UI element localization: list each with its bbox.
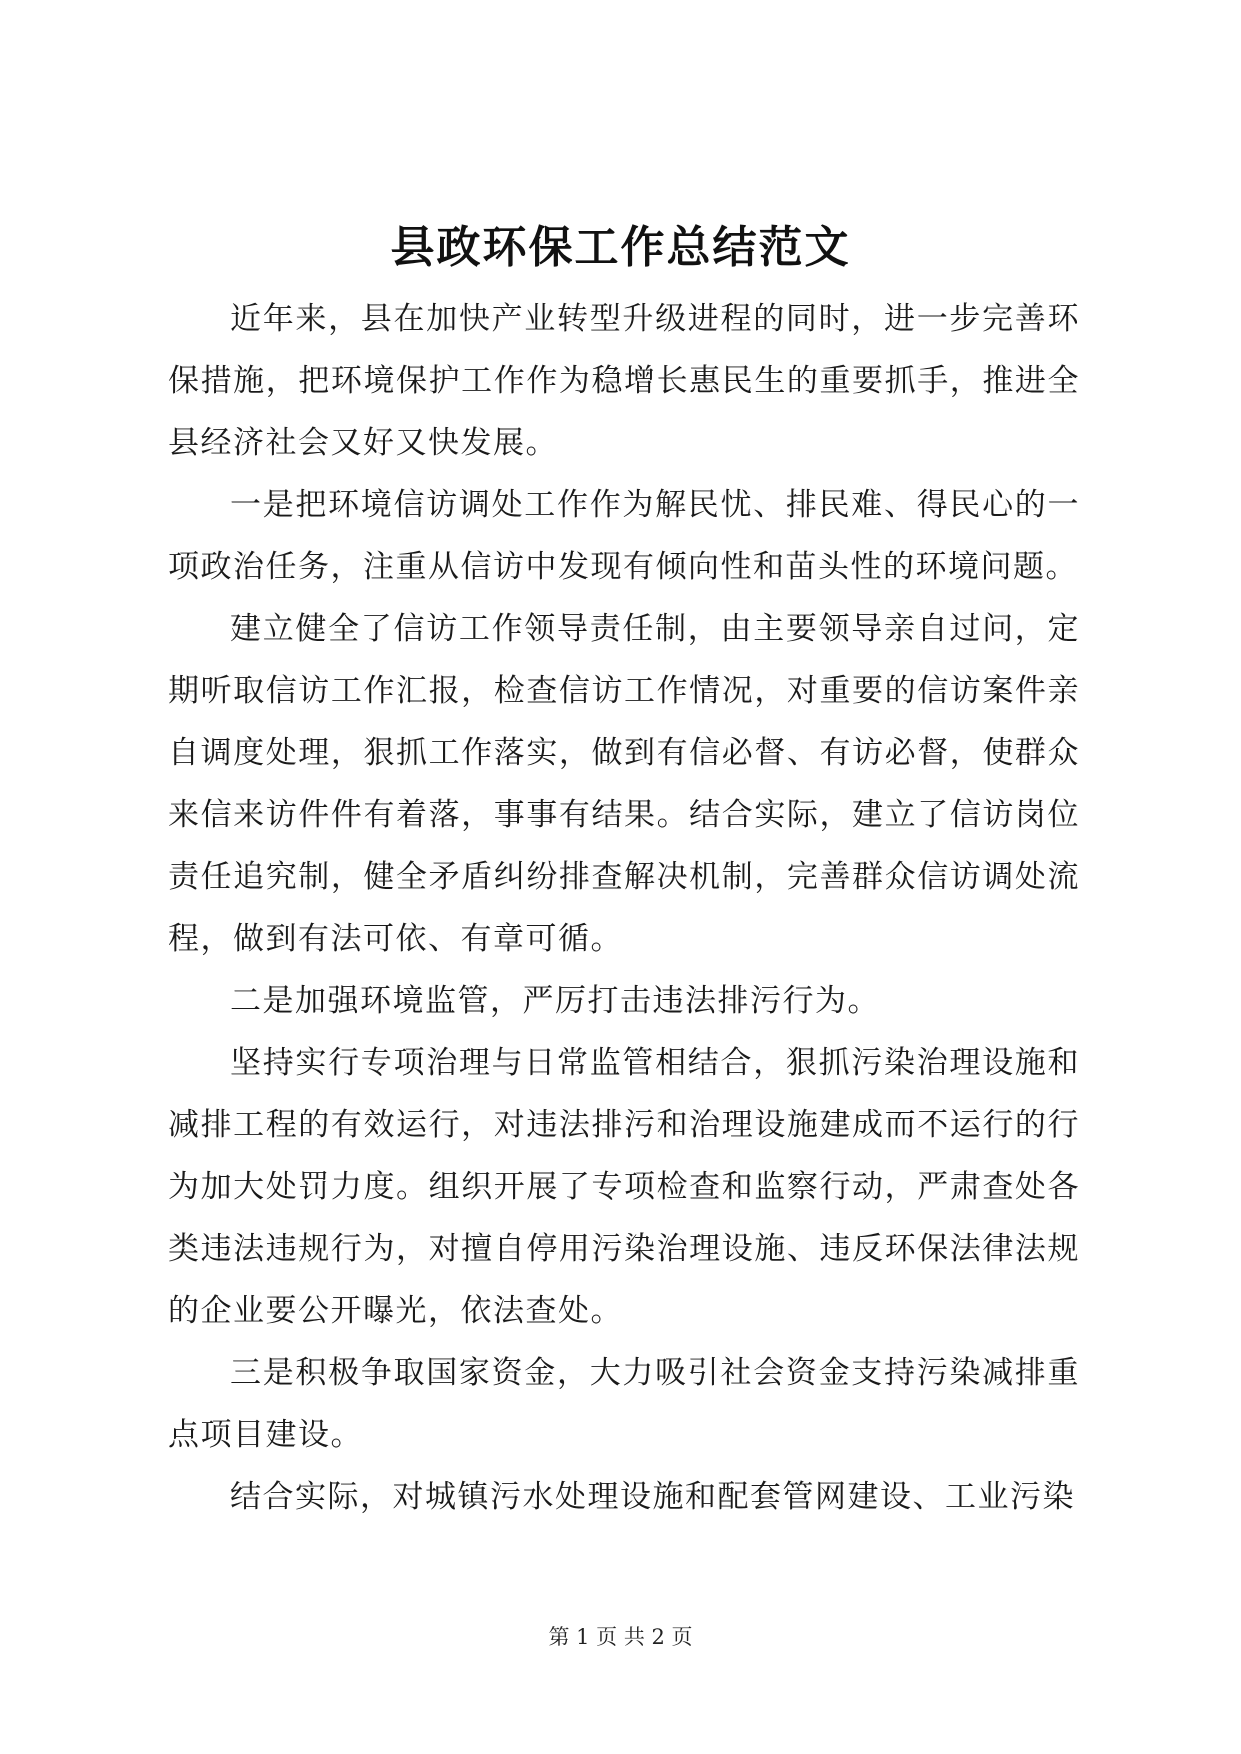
paragraph-point-two: 二是加强环境监管，严厉打击违法排污行为。 — [230, 983, 880, 1019]
document-body — [168, 288, 1080, 1528]
paragraph-point-one: 一是把环境信访调处工作作为解民忧、排民难、得民心的一项政治任务，注重从信访中发现有倾向性和苗头性的环境问题。 — [168, 487, 1080, 585]
document-title: 县政环保工作总结范文 — [390, 222, 851, 273]
paragraph-petition-system: 建立健全了信访工作领导责任制，由主要领导亲自过问，定期听取信访工作汇报，检查信访工作情况，对重要的信访案件亲自调度处理，狠抓工作落实，做到有信必督、有访必督，使群众来信来访件件有着落，事事有结果。结合实际，建立了信访岗位责任追究制，健全矛盾纠纷排查解决机制，完善群众信访调处流程，做到有法可依、有章可循。 — [168, 611, 1080, 957]
page-number-footer: 第 1 页 共 2 页 — [548, 1625, 693, 1649]
paragraph-intro: 近年来，县在加快产业转型升级进程的同时，进一步完善环保措施，把环境保护工作作为稳增长惠民生的重要抓手，推进全县经济社会又好又快发展。 — [168, 301, 1080, 461]
paragraph-funding: 结合实际，对城镇污水处理设施和配套管网建设、工业污染 — [230, 1479, 1075, 1515]
paragraph-supervision: 坚持实行专项治理与日常监管相结合，狠抓污染治理设施和减排工程的有效运行，对违法排污和治理设施建成而不运行的行为加大处罚力度。组织开展了专项检查和监察行动，严肃查处各类违法违规行为，对擅自停用污染治理设施、违反环保法律法规的企业要公开曝光，依法查处。 — [168, 1045, 1080, 1329]
paragraph-point-three: 三是积极争取国家资金，大力吸引社会资金支持污染减排重点项目建设。 — [168, 1355, 1080, 1453]
